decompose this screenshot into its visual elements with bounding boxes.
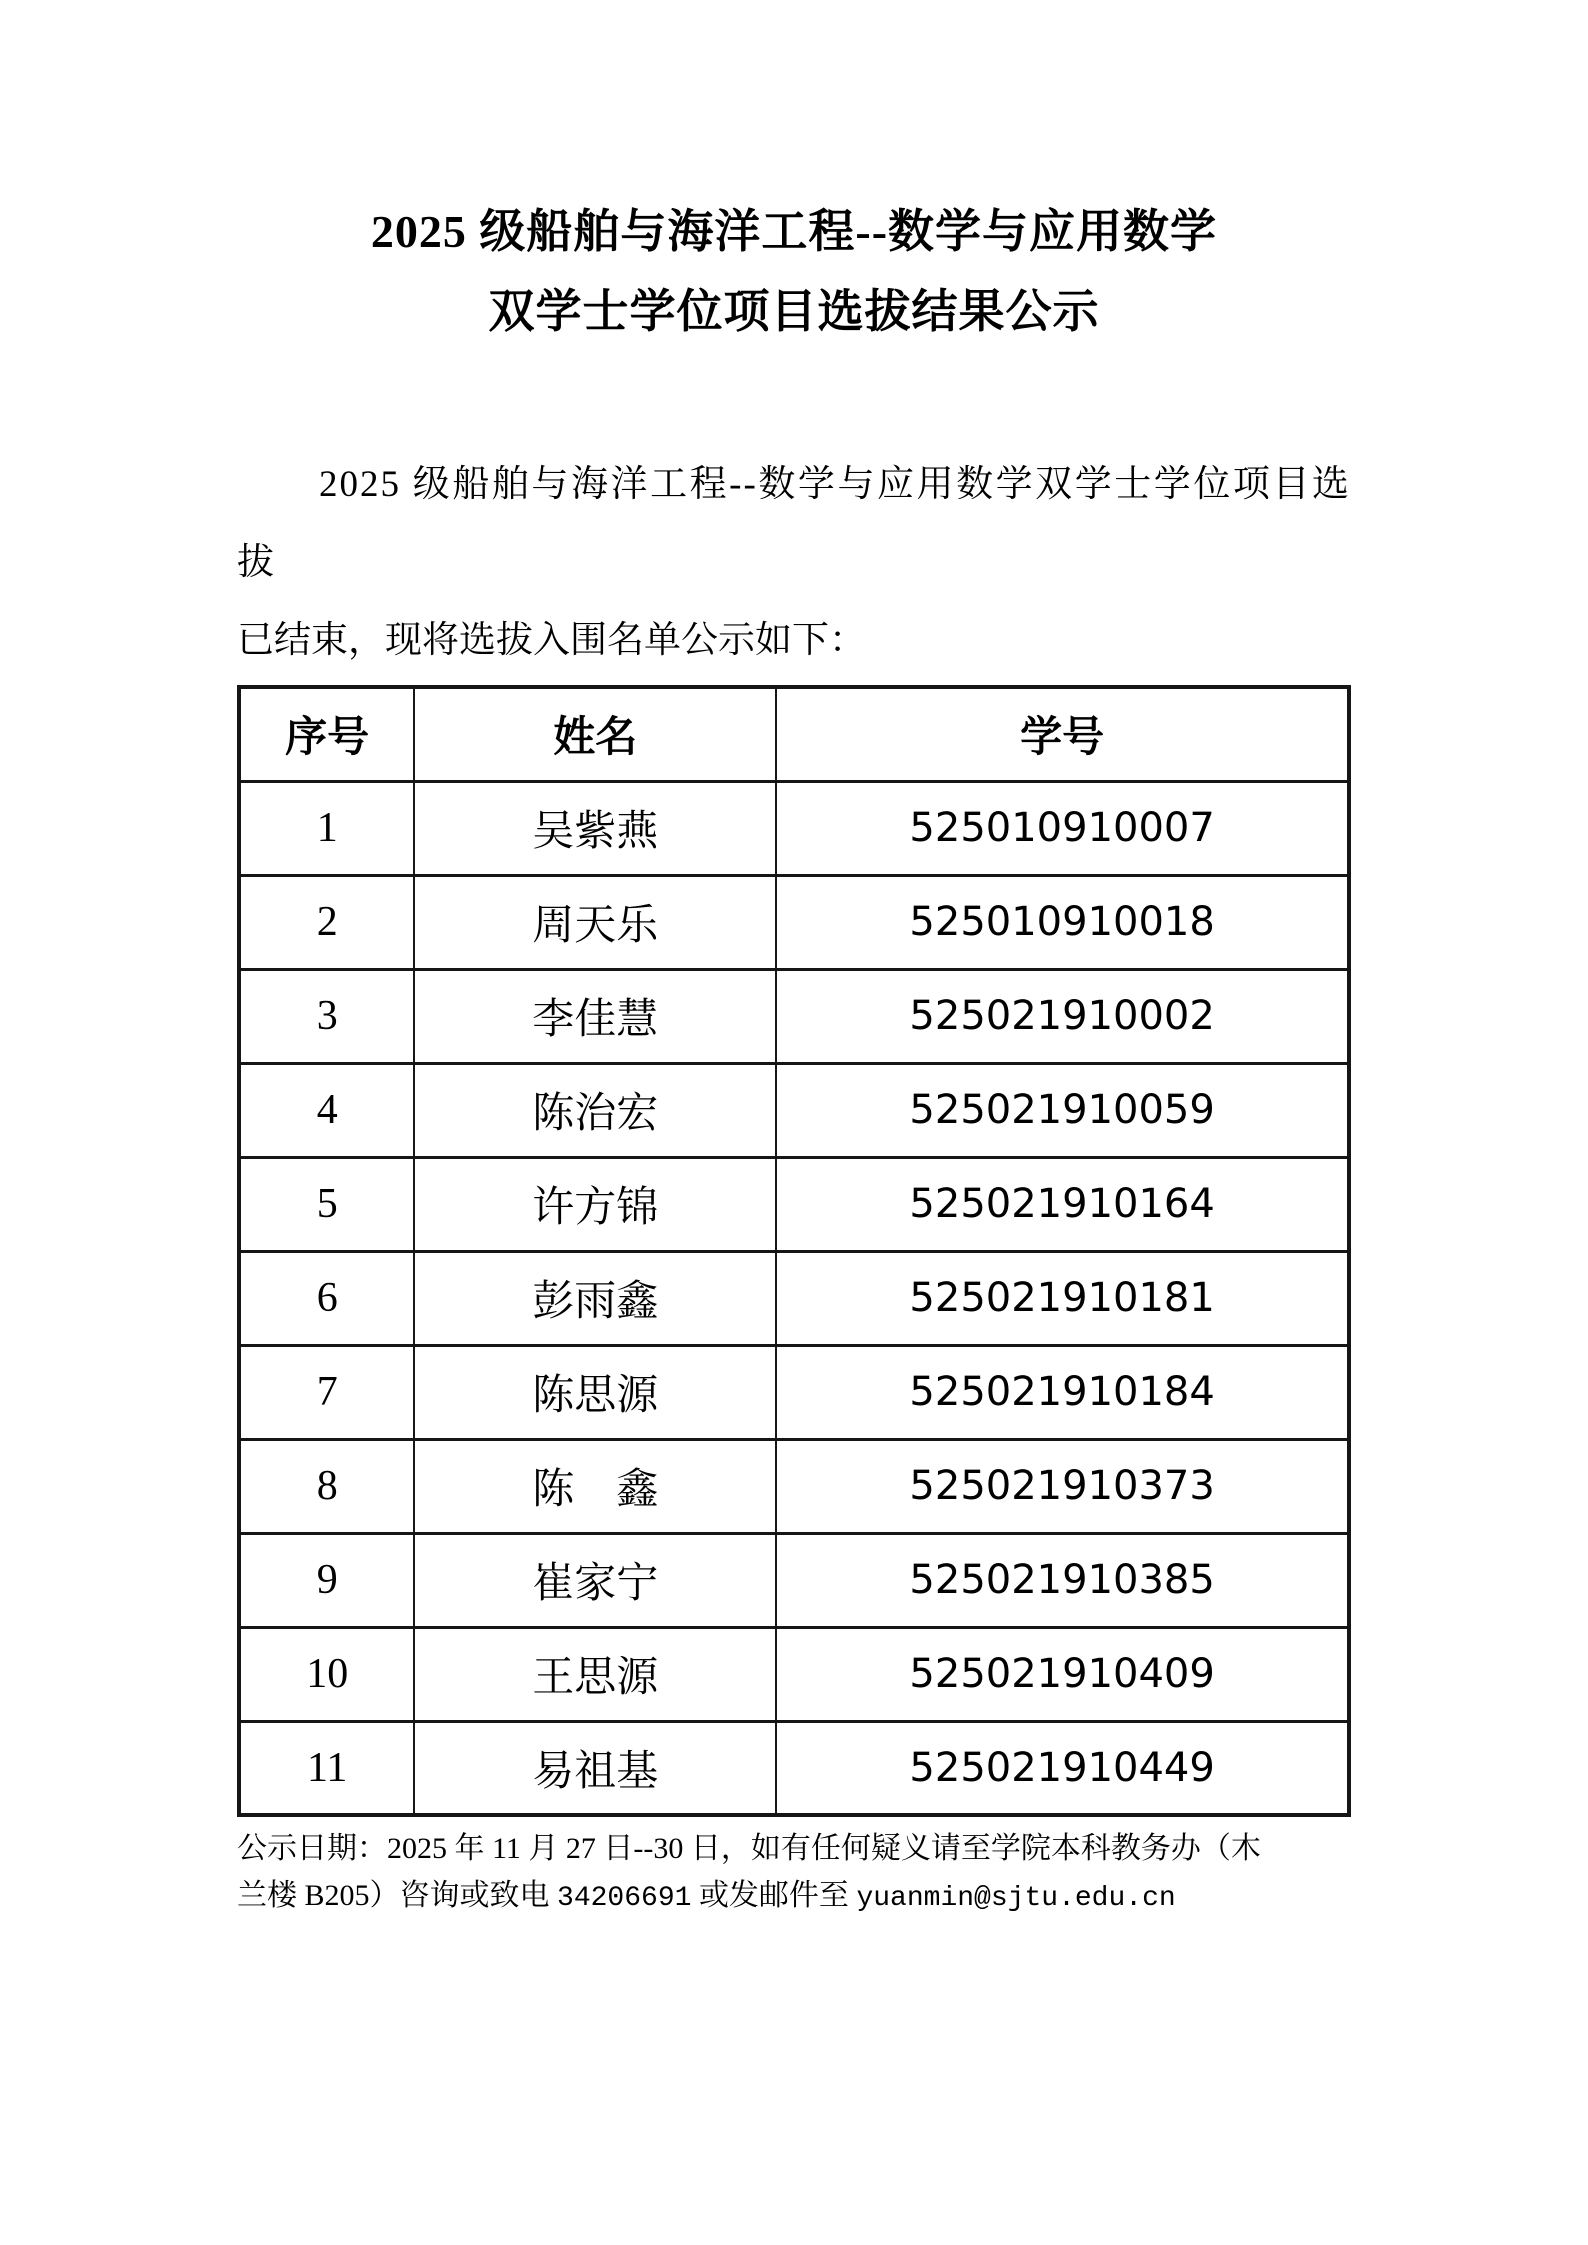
student-id-cell: 525021910184: [776, 1345, 1349, 1439]
table-row: [239, 1063, 1349, 1157]
results-table-header: [239, 687, 1349, 781]
index-cell: 8: [239, 1439, 414, 1533]
name-cell: 周天乐: [414, 875, 776, 969]
student-id-cell: 525021910059: [776, 1063, 1349, 1157]
name-cell: 崔家宁: [414, 1533, 776, 1627]
index-cell: 11: [239, 1721, 414, 1815]
table-row: [239, 781, 1349, 875]
table-row: [239, 1157, 1349, 1251]
name-cell: 陈思源: [414, 1345, 776, 1439]
header-cell-name: 姓名: [414, 687, 776, 781]
name-cell: 李佳慧: [414, 969, 776, 1063]
intro-line-2: 已结束，现将选拔入围名单公示如下：: [237, 620, 866, 661]
title-line-1: 2025 级船舶与海洋工程--数学与应用数学: [370, 206, 1218, 257]
footer-phone: 34206691: [557, 1883, 692, 1914]
name-cell: 王思源: [414, 1627, 776, 1721]
table-row: [239, 1345, 1349, 1439]
title-line-2: 双学士学位项目选拔结果公示: [488, 286, 1100, 337]
header-cell-index: 序号: [239, 687, 414, 781]
index-cell: 2: [239, 875, 414, 969]
index-cell: 7: [239, 1345, 414, 1439]
student-id-cell: 525021910002: [776, 969, 1349, 1063]
student-id-cell: 525010910018: [776, 875, 1349, 969]
footer-note: [237, 1825, 1351, 1922]
student-id-cell: 525021910449: [776, 1721, 1349, 1815]
name-cell: 吴紫燕: [414, 781, 776, 875]
table-row: [239, 969, 1349, 1063]
student-id-cell: 525021910385: [776, 1533, 1349, 1627]
header-row: [239, 687, 1349, 781]
footer-line-2: [237, 1872, 1351, 1922]
index-cell: 10: [239, 1627, 414, 1721]
document-title: [237, 192, 1351, 352]
name-cell: 彭雨鑫: [414, 1251, 776, 1345]
intro-paragraph: [237, 446, 1351, 680]
name-cell: 许方锦: [414, 1157, 776, 1251]
student-id-cell: 525021910164: [776, 1157, 1349, 1251]
index-cell: 4: [239, 1063, 414, 1157]
index-cell: 3: [239, 969, 414, 1063]
results-table: [237, 685, 1351, 1817]
intro-line-1: 2025 级船舶与海洋工程--数学与应用数学双学士学位项目选拔: [237, 464, 1351, 583]
index-cell: 5: [239, 1157, 414, 1251]
footer-line-2-middle: 或发邮件至: [691, 1879, 857, 1912]
table-row: [239, 1721, 1349, 1815]
name-cell: 易祖基: [414, 1721, 776, 1815]
index-cell: 1: [239, 781, 414, 875]
results-table-body: [239, 781, 1349, 1815]
student-id-cell: 525010910007: [776, 781, 1349, 875]
student-id-cell: 525021910181: [776, 1251, 1349, 1345]
footer-line-2-prefix: 兰楼 B205）咨询或致电: [237, 1879, 558, 1912]
index-cell: 9: [239, 1533, 414, 1627]
table-row: [239, 1251, 1349, 1345]
index-cell: 6: [239, 1251, 414, 1345]
table-row: [239, 1627, 1349, 1721]
student-id-cell: 525021910373: [776, 1439, 1349, 1533]
table-row: [239, 1439, 1349, 1533]
footer-line-1: 公示日期：2025 年 11 月 27 日--30 日，如有任何疑义请至学院本科教务办（木: [237, 1832, 1261, 1865]
student-id-cell: 525021910409: [776, 1627, 1349, 1721]
table-row: [239, 1533, 1349, 1627]
name-cell: 陈 鑫: [414, 1439, 776, 1533]
name-cell: 陈治宏: [414, 1063, 776, 1157]
header-cell-student-id: 学号: [776, 687, 1349, 781]
table-row: [239, 875, 1349, 969]
footer-email: yuanmin@sjtu.edu.cn: [856, 1883, 1176, 1914]
